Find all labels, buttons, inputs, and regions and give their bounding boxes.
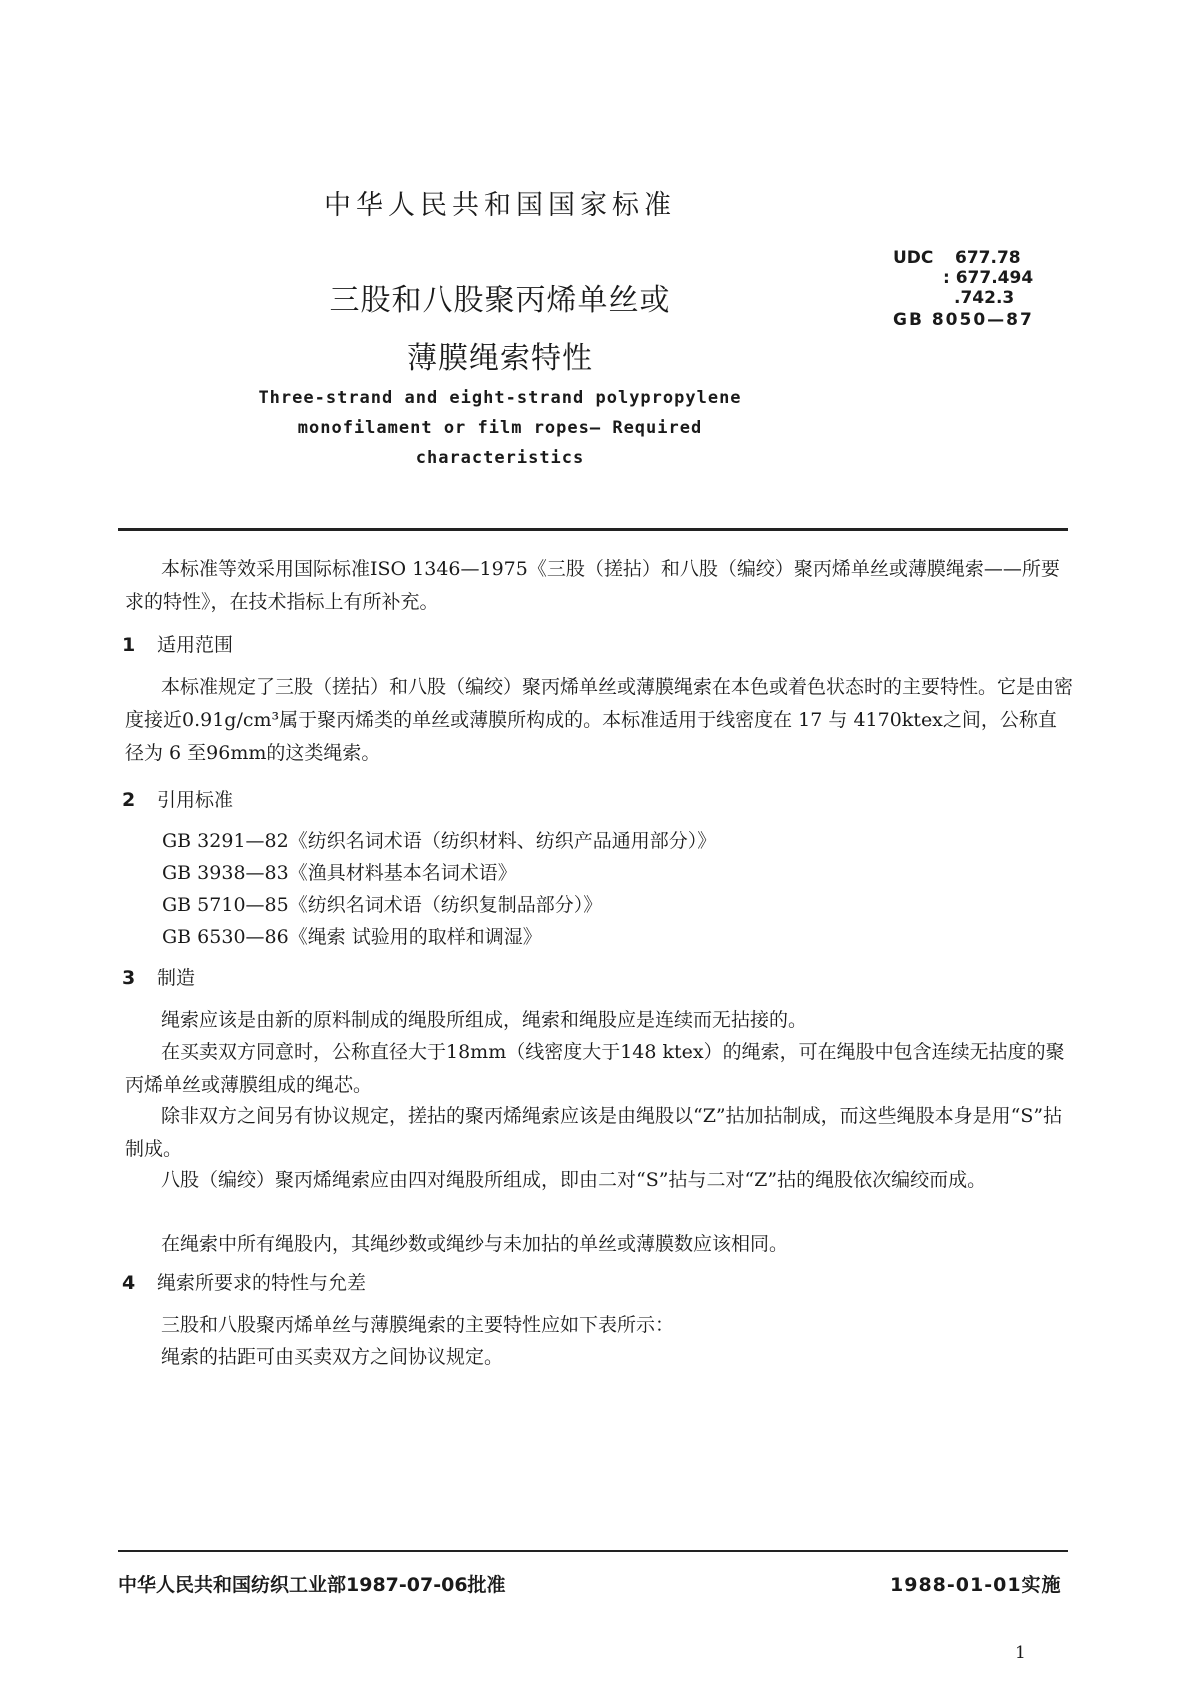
effective-date: 1988-01-01实施 <box>890 1574 1062 1596</box>
section-title: 适用范围 <box>157 634 234 656</box>
section-3-paragraph: 八股（编绞）聚丙烯绳索应由四对绳股所组成，即由二对“S”拈与二对“Z”拈的绳股依次编绞而成。 <box>161 1169 987 1191</box>
page-number: 1 <box>1015 1643 1026 1663</box>
title-en-line-3: characteristics <box>415 448 585 468</box>
title-en-line-2: monofilament or film ropes— Required <box>297 418 703 438</box>
header-divider <box>118 528 1068 531</box>
intro-paragraph: 本标准等效采用国际标准ISO 1346—1975《三股（搓拈）和八股（编绞）聚丙烯单丝或薄膜绳索——所要求的特性》，在技术指标上有所补充。 <box>125 558 1060 613</box>
gb-code: GB 8050—87 <box>893 310 1034 330</box>
section-4-paragraph: 绳索的拈距可由买卖双方之间协议规定。 <box>161 1346 504 1368</box>
section-1-heading <box>122 630 233 657</box>
section-number: 2 <box>122 789 136 811</box>
national-standard-heading: 中华人民共和国国家标准 <box>324 190 676 221</box>
approval-text: 中华人民共和国纺织工业部1987-07-06批准 <box>118 1574 506 1596</box>
reference-item: GB 3291—82《纺织名词术语（纺织材料、纺织产品通用部分）》 <box>162 830 717 852</box>
section-1-paragraph: 本标准规定了三股（搓拈）和八股（编绞）聚丙烯单丝或薄膜绳索在本色或着色状态时的主要特性。它是由密度接近0.91g/cm³属于聚丙烯类的单丝或薄膜所构成的。本标准适用于线密度在 17 与 4170ktex之间，公称直径为 6 至96mm的这类绳索。 <box>125 676 1074 764</box>
udc-line-3: .742.3 <box>954 288 1015 308</box>
section-number: 1 <box>122 634 136 656</box>
section-3-heading <box>122 963 195 990</box>
udc-label: UDC <box>893 248 934 268</box>
section-title: 绳索所要求的特性与允差 <box>157 1272 367 1294</box>
section-3-paragraph: 在买卖双方同意时，公称直径大于18mm（线密度大于148 ktex）的绳索，可在绳股中包含连续无拈度的聚丙烯单丝或薄膜组成的绳芯。 <box>125 1041 1065 1096</box>
section-3-paragraph: 绳索应该是由新的原料制成的绳股所组成，绳索和绳股应是连续而无拈接的。 <box>161 1009 808 1031</box>
title-en-line-1: Three-strand and eight-strand polypropylene <box>258 388 742 408</box>
udc-line-1: 677.78 <box>955 248 1021 268</box>
udc-line-2: : 677.494 <box>943 268 1034 288</box>
section-4-paragraph: 三股和八股聚丙烯单丝与薄膜绳索的主要特性应如下表所示： <box>161 1314 675 1336</box>
section-title: 引用标准 <box>157 789 234 811</box>
section-title: 制造 <box>157 967 196 989</box>
reference-item: GB 3938—83《渔具材料基本名词术语》 <box>162 862 517 884</box>
title-cn-line-2: 薄膜绳索特性 <box>407 341 593 376</box>
footer-divider <box>118 1550 1068 1552</box>
section-number: 4 <box>122 1272 136 1294</box>
section-number: 3 <box>122 967 136 989</box>
section-3-paragraph: 除非双方之间另有协议规定，搓拈的聚丙烯绳索应该是由绳股以“Z”拈加拈制成，而这些绳股本身是用“S”拈制成。 <box>125 1105 1063 1160</box>
section-2-heading <box>122 785 233 812</box>
section-3-paragraph: 在绳索中所有绳股内，其绳纱数或绳纱与未加拈的单丝或薄膜数应该相同。 <box>161 1233 789 1255</box>
title-cn-line-1: 三股和八股聚丙烯单丝或 <box>329 283 671 318</box>
section-4-heading <box>122 1268 366 1295</box>
reference-item: GB 6530—86《绳索 试验用的取样和调湿》 <box>162 926 542 948</box>
reference-item: GB 5710—85《纺织名词术语（纺织复制品部分）》 <box>162 894 603 916</box>
